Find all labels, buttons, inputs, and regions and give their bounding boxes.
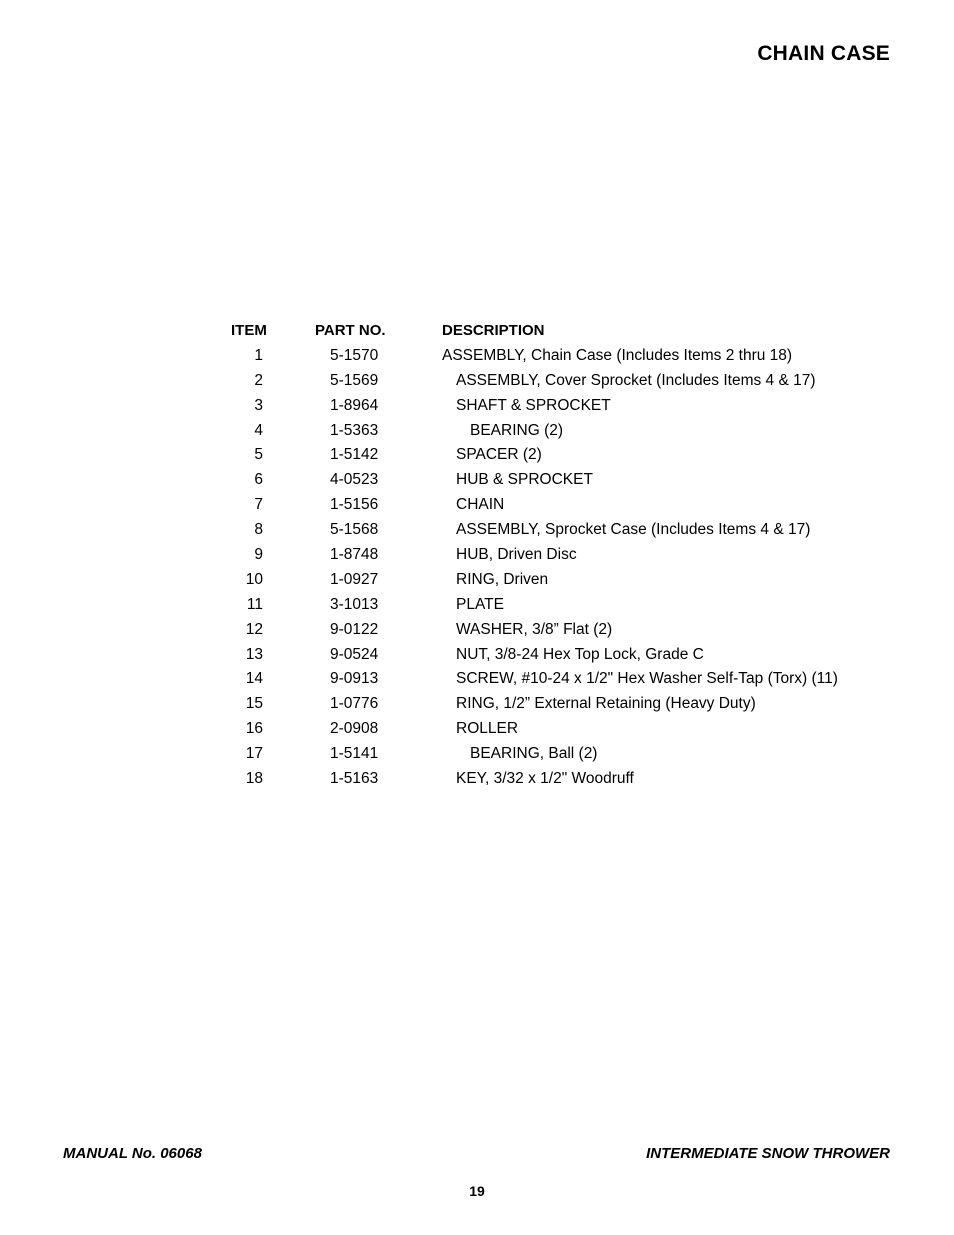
item-number: 12 [245, 620, 263, 638]
table-row [200, 767, 900, 792]
item-number: 1 [254, 346, 263, 364]
part-description: SHAFT & SPROCKET [456, 396, 611, 414]
part-description: HUB, Driven Disc [456, 546, 577, 564]
part-number: 2-0908 [330, 720, 379, 738]
item-number: 2 [254, 371, 263, 389]
part-number: 1-0776 [330, 695, 379, 713]
part-description: ASSEMBLY, Cover Sprocket (Includes Items 4 & 17) [456, 371, 816, 389]
part-description: NUT, 3/8-24 Hex Top Lock, Grade C [456, 645, 704, 663]
item-number: 10 [245, 570, 263, 588]
item-number: 6 [254, 471, 263, 489]
part-description: ROLLER [456, 720, 519, 738]
table-row [200, 717, 900, 742]
table-row [200, 593, 900, 618]
part-description: ASSEMBLY, Sprocket Case (Includes Items 4 & 17) [456, 521, 811, 539]
part-number: 5-1570 [330, 346, 379, 364]
header-part-no: PART NO. [315, 322, 386, 339]
footer-product-name: INTERMEDIATE SNOW THROWER [646, 1145, 890, 1162]
item-number: 18 [245, 770, 263, 788]
part-number: 1-5163 [330, 770, 379, 788]
item-number: 7 [254, 496, 263, 514]
part-description: PLATE [456, 595, 504, 613]
part-description: SPACER (2) [456, 446, 542, 464]
table-body [200, 344, 900, 792]
header-description: DESCRIPTION [442, 322, 545, 339]
part-number: 1-8964 [330, 396, 379, 414]
item-number: 5 [254, 446, 263, 464]
page-number: 19 [469, 1183, 485, 1199]
table-row [200, 742, 900, 767]
part-number: 9-0524 [330, 645, 379, 663]
item-number: 4 [254, 421, 263, 439]
part-number: 1-0927 [330, 570, 379, 588]
item-number: 14 [245, 670, 263, 688]
part-description: SCREW, #10-24 x 1/2" Hex Washer Self-Tap (Torx) (11) [456, 670, 838, 688]
item-number: 16 [245, 720, 263, 738]
item-number: 3 [254, 396, 263, 414]
part-number: 9-0913 [330, 670, 379, 688]
part-description: BEARING, Ball (2) [470, 745, 598, 763]
table-row [200, 468, 900, 493]
part-number: 9-0122 [330, 620, 379, 638]
table-row [200, 394, 900, 419]
parts-table [200, 319, 900, 792]
part-number: 1-5156 [330, 496, 379, 514]
part-description: BEARING (2) [470, 421, 564, 439]
table-row [200, 643, 900, 668]
item-number: 11 [246, 595, 263, 613]
part-number: 1-5363 [330, 421, 379, 439]
part-number: 1-8748 [330, 546, 379, 564]
part-number: 4-0523 [330, 471, 379, 489]
part-number: 1-5141 [330, 745, 379, 763]
table-row [200, 344, 900, 369]
part-description: KEY, 3/32 x 1/2" Woodruff [456, 770, 634, 788]
table-row [200, 369, 900, 394]
table-row [200, 419, 900, 444]
part-number: 1-5142 [330, 446, 379, 464]
item-number: 15 [245, 695, 263, 713]
item-number: 17 [245, 745, 263, 763]
part-description: ASSEMBLY, Chain Case (Includes Items 2 thru 18) [442, 346, 793, 364]
part-number: 5-1568 [330, 521, 379, 539]
table-row [200, 543, 900, 568]
table-row [200, 568, 900, 593]
item-number: 8 [254, 521, 263, 539]
item-number: 9 [254, 546, 263, 564]
footer-manual-number: MANUAL No. 06068 [63, 1145, 202, 1162]
item-number: 13 [245, 645, 263, 663]
table-row [200, 692, 900, 717]
table-row [200, 618, 900, 643]
part-description: RING, 1/2” External Retaining (Heavy Duty) [456, 695, 756, 713]
table-row [200, 493, 900, 518]
table-row [200, 518, 900, 543]
header-item: ITEM [231, 322, 267, 339]
part-description: CHAIN [456, 496, 505, 514]
part-number: 5-1569 [330, 371, 379, 389]
table-row [200, 667, 900, 692]
part-description: RING, Driven [456, 570, 549, 588]
page-title: CHAIN CASE [757, 42, 890, 65]
part-description: WASHER, 3/8” Flat (2) [456, 620, 613, 638]
part-description: HUB & SPROCKET [456, 471, 593, 489]
table-row [200, 443, 900, 468]
table-header-row [200, 319, 900, 344]
part-number: 3-1013 [330, 595, 379, 613]
